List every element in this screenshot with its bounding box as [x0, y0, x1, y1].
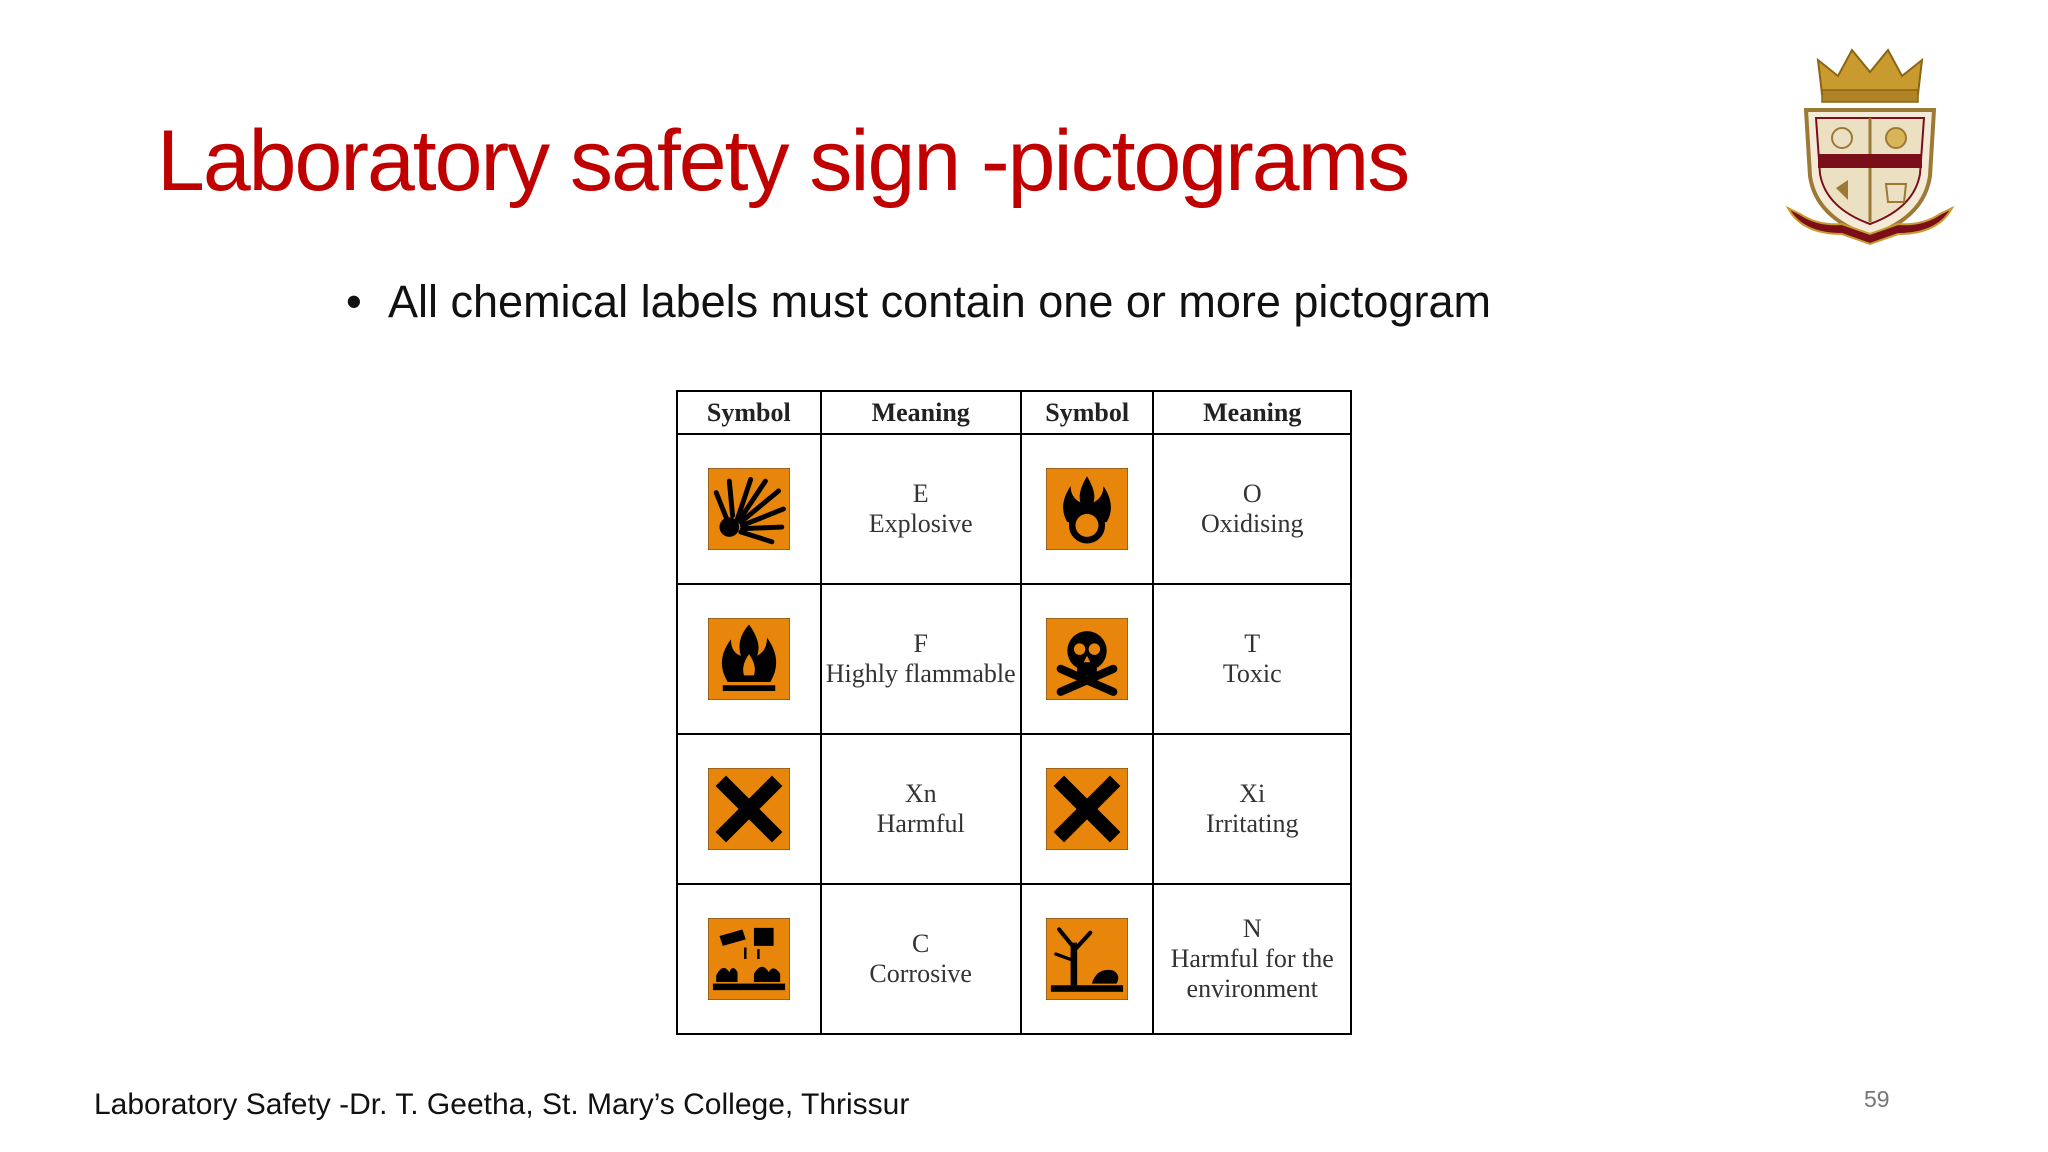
college-crest-logo	[1782, 38, 1958, 252]
bullet-text: All chemical labels must contain one or more pictogram	[388, 276, 1491, 327]
hazard-code: F	[913, 629, 928, 658]
hazard-meaning: Highly flammable	[825, 659, 1016, 688]
symbol-cell	[1021, 584, 1154, 734]
meaning-cell	[821, 884, 1021, 1034]
hazard-meaning: Explosive	[868, 509, 973, 538]
symbol-cell	[1021, 434, 1154, 584]
meaning-cell	[1153, 734, 1351, 884]
symbol-cell	[1021, 884, 1154, 1034]
hazard-code: T	[1244, 629, 1261, 658]
table-row	[677, 584, 1351, 734]
oxidising-icon	[1046, 468, 1128, 550]
header-symbol: Symbol	[677, 391, 821, 434]
meaning-cell	[1153, 884, 1351, 1034]
symbol-cell	[677, 434, 821, 584]
symbol-cell	[1021, 734, 1154, 884]
hazard-meaning: Corrosive	[869, 959, 972, 988]
environment-hazard-icon	[1046, 918, 1128, 1000]
symbol-cell	[677, 884, 821, 1034]
header-meaning: Meaning	[821, 391, 1021, 434]
hazard-code: E	[912, 479, 929, 508]
irritant-icon	[1046, 768, 1128, 850]
bullet-marker: •	[346, 276, 362, 327]
page-number: 59	[1864, 1086, 1890, 1112]
hazard-code: O	[1242, 479, 1262, 508]
symbol-cell	[677, 734, 821, 884]
meaning-cell	[821, 584, 1021, 734]
toxic-icon	[1046, 618, 1128, 700]
hazard-meaning: Harmful for the environment	[1170, 944, 1334, 1003]
flammable-icon	[708, 618, 790, 700]
table-row	[677, 734, 1351, 884]
meaning-cell	[821, 434, 1021, 584]
explosive-icon	[708, 468, 790, 550]
slide-title: Laboratory safety sign -pictograms	[157, 113, 1409, 209]
hazard-code: Xi	[1239, 779, 1266, 808]
bullet-point	[346, 276, 1491, 328]
hazard-code: Xn	[904, 779, 937, 808]
header-meaning: Meaning	[1153, 391, 1351, 434]
hazard-meaning: Oxidising	[1200, 509, 1304, 538]
harmful-icon	[708, 768, 790, 850]
hazard-meaning: Toxic	[1222, 659, 1282, 688]
hazard-meaning: Harmful	[876, 809, 965, 838]
table-row	[677, 884, 1351, 1034]
meaning-cell	[1153, 584, 1351, 734]
slide-footer: Laboratory Safety -Dr. T. Geetha, St. Mary’s College, Thrissur	[94, 1088, 910, 1121]
table-row	[677, 434, 1351, 584]
symbol-cell	[677, 584, 821, 734]
hazard-code: C	[912, 929, 930, 958]
hazard-meaning: Irritating	[1206, 809, 1299, 838]
meaning-cell	[1153, 434, 1351, 584]
hazard-code: N	[1242, 914, 1262, 943]
header-symbol: Symbol	[1021, 391, 1154, 434]
hazard-pictogram-table	[676, 390, 1352, 1035]
table-header-row	[677, 391, 1351, 434]
meaning-cell	[821, 734, 1021, 884]
corrosive-icon	[708, 918, 790, 1000]
